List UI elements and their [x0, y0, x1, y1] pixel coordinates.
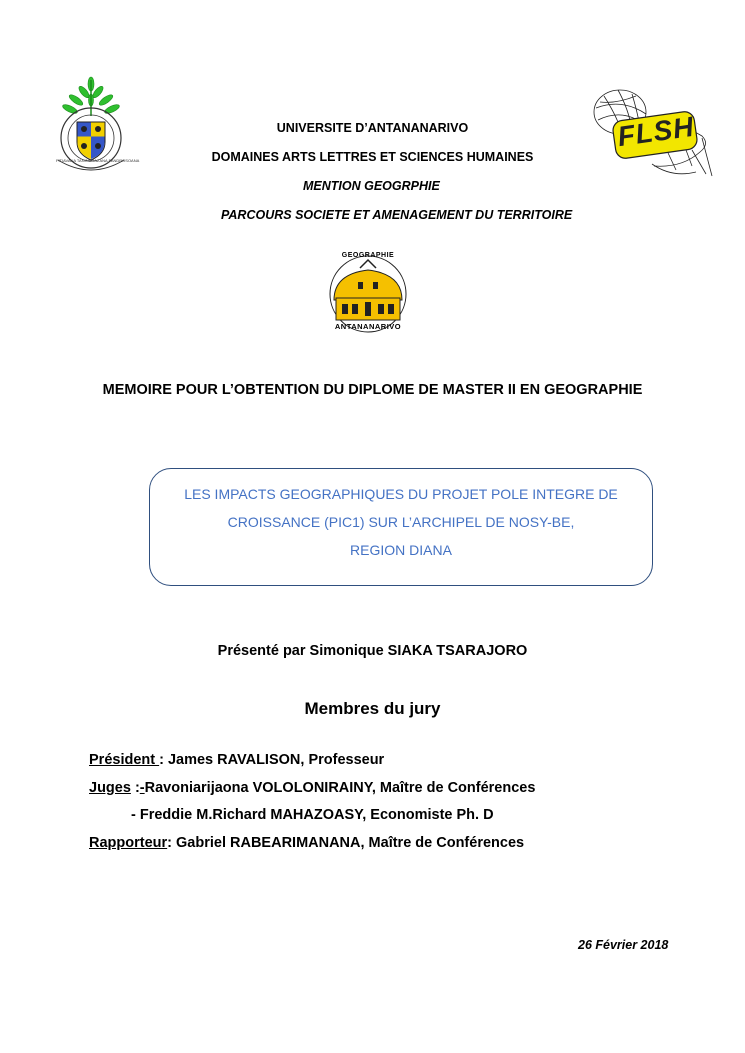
president-text: : James RAVALISON, Professeur: [159, 752, 385, 768]
juges-sep: :: [130, 780, 140, 796]
geography-department-logo: [320, 248, 416, 340]
jury-heading: Membres du jury: [304, 699, 441, 718]
rapporteur-label: Rapporteur: [89, 835, 168, 851]
juges-dash: -: [139, 780, 145, 796]
domain-name: DOMAINES ARTS LETTRES ET SCIENCES HUMAINES: [211, 150, 534, 164]
emblem-motto: FITIAVANA TANINDRAZANA FANDROSOANA: [56, 158, 140, 163]
juges-text: Ravoniarijaona VOLOLONIRAINY, Maître de Conférences: [144, 780, 536, 796]
jury-judges: [89, 780, 535, 796]
document-date: 26 Février 2018: [578, 938, 669, 952]
president-label: Président: [89, 752, 160, 768]
rapporteur-text: : Gabriel RABEARIMANANA, Maître de Conférences: [167, 835, 525, 851]
memoire-title: MEMOIRE POUR L’OBTENTION DU DIPLOME DE MASTER II EN GEOGRAPHIE: [102, 382, 643, 398]
thesis-title-line-1: LES IMPACTS GEOGRAPHIQUES DU PROJET POLE INTEGRE DE: [184, 486, 618, 502]
geo-logo-top-text: GEOGRAPHIE: [341, 252, 395, 259]
presented-by: Présenté par Simonique SIAKA TSARAJORO: [217, 643, 528, 659]
thesis-title-line-3: REGION DIANA: [350, 542, 452, 558]
thesis-title-line-2: CROISSANCE (PIC1) SUR L’ARCHIPEL DE NOSY-BE,: [227, 514, 575, 530]
mention-name: MENTION GEOGRPHIE: [303, 179, 440, 193]
building-icon: [334, 260, 402, 320]
thesis-title-box: [149, 468, 653, 586]
university-name: UNIVERSITE D’ANTANANARIVO: [276, 121, 469, 135]
jury-judge-2: - Freddie M.Richard MAHAZOASY, Economiste Ph. D: [131, 807, 494, 823]
geo-logo-bottom-text: ANTANANARIVO: [334, 322, 402, 331]
parcours-name: PARCOURS SOCIETE ET AMENAGEMENT DU TERRITOIRE: [221, 208, 573, 222]
jury-rapporteur: [89, 835, 524, 851]
jury-president: [89, 752, 384, 768]
flsh-text: FLSH: [615, 110, 697, 153]
juges-label: Juges: [89, 780, 131, 796]
